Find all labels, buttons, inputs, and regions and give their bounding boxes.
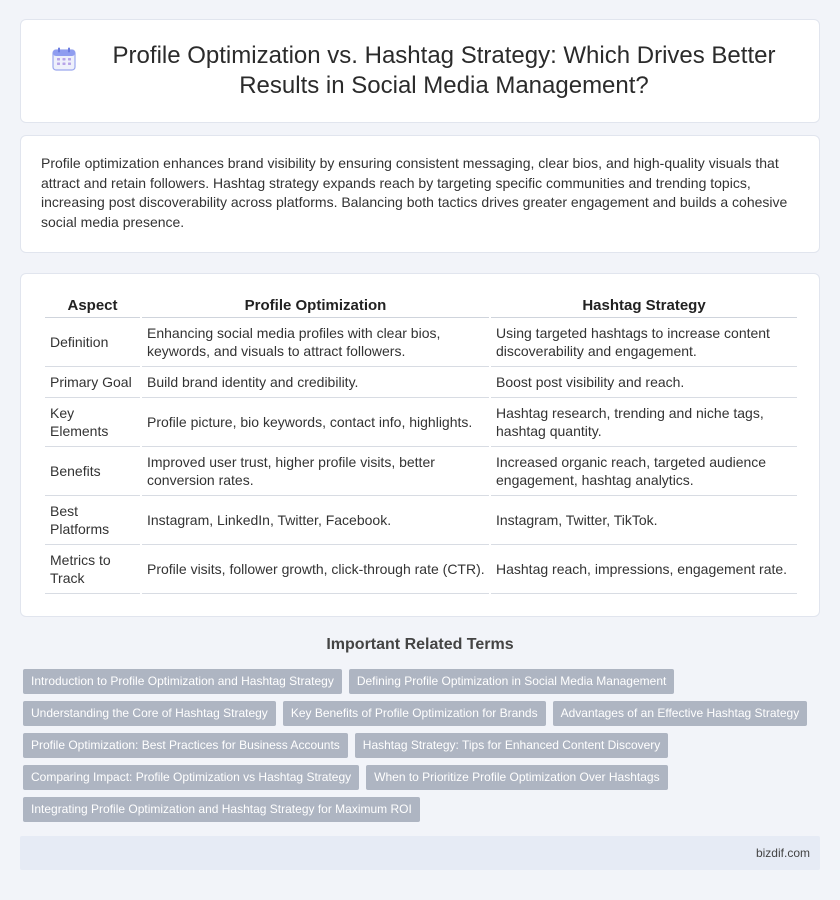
cell-hashtag: Boost post visibility and reach. xyxy=(491,367,797,398)
cell-profile: Enhancing social media profiles with clear bios, keywords, and visuals to attract followers. xyxy=(142,318,489,367)
cell-hashtag: Using targeted hashtags to increase content discoverability and engagement. xyxy=(491,318,797,367)
related-term-tag[interactable]: When to Prioritize Profile Optimization Over Hashtags xyxy=(366,765,667,790)
table-row xyxy=(45,367,797,398)
intro-card xyxy=(20,135,820,253)
related-terms-list xyxy=(23,669,823,829)
related-term-tag[interactable]: Hashtag Strategy: Tips for Enhanced Content Discovery xyxy=(355,733,669,758)
page-title: Profile Optimization vs. Hashtag Strategy: Which Drives Better Results in Social Media Management? xyxy=(112,42,776,99)
footer-site-link[interactable]: bizdif.com xyxy=(755,846,810,860)
cell-aspect: Primary Goal xyxy=(45,367,140,398)
table-header-row xyxy=(45,296,797,318)
related-term-tag[interactable]: Comparing Impact: Profile Optimization vs Hashtag Strategy xyxy=(23,765,359,790)
related-term-tag[interactable]: Introduction to Profile Optimization and Hashtag Strategy xyxy=(23,669,342,694)
related-term-tag[interactable]: Integrating Profile Optimization and Hashtag Strategy for Maximum ROI xyxy=(23,797,420,822)
cell-profile: Instagram, LinkedIn, Twitter, Facebook. xyxy=(142,496,489,545)
related-term-tag[interactable]: Defining Profile Optimization in Social Media Management xyxy=(349,669,675,694)
cell-profile: Profile picture, bio keywords, contact info, highlights. xyxy=(142,398,489,447)
header-hashtag-strategy: Hashtag Strategy xyxy=(491,296,797,318)
cell-profile: Improved user trust, higher profile visits, better conversion rates. xyxy=(142,447,489,496)
header-card xyxy=(20,19,820,123)
cell-profile: Build brand identity and credibility. xyxy=(142,367,489,398)
comparison-table xyxy=(43,296,799,594)
cell-profile: Profile visits, follower growth, click-through rate (CTR). xyxy=(142,545,489,594)
related-term-tag[interactable]: Key Benefits of Profile Optimization for Brands xyxy=(283,701,546,726)
cell-aspect: Best Platforms xyxy=(45,496,140,545)
comparison-table-card xyxy=(20,273,820,617)
footer xyxy=(20,836,820,870)
table-row xyxy=(45,447,797,496)
related-term-tag[interactable]: Understanding the Core of Hashtag Strategy xyxy=(23,701,276,726)
cell-hashtag: Increased organic reach, targeted audience engagement, hashtag analytics. xyxy=(491,447,797,496)
cell-aspect: Definition xyxy=(45,318,140,367)
table-row xyxy=(45,318,797,367)
header-profile-optimization: Profile Optimization xyxy=(142,296,489,318)
calendar-icon xyxy=(51,46,77,72)
cell-hashtag: Instagram, Twitter, TikTok. xyxy=(491,496,797,545)
table-row xyxy=(45,496,797,545)
cell-hashtag: Hashtag reach, impressions, engagement rate. xyxy=(491,545,797,594)
cell-aspect: Key Elements xyxy=(45,398,140,447)
header-aspect: Aspect xyxy=(45,296,140,318)
related-term-tag[interactable]: Advantages of an Effective Hashtag Strategy xyxy=(553,701,808,726)
intro-paragraph: Profile optimization enhances brand visibility by ensuring consistent messaging, clear bios, and high-quality visuals that attract and retain followers. Hashtag strategy expands reach by targeting specific communities and trending topics, increasing post discoverability across platforms. Balancing both tactics drives greater engagement and builds a cohesive social media presence. xyxy=(41,155,788,230)
table-row xyxy=(45,545,797,594)
table-row xyxy=(45,398,797,447)
cell-hashtag: Hashtag research, trending and niche tags, hashtag quantity. xyxy=(491,398,797,447)
cell-aspect: Benefits xyxy=(45,447,140,496)
cell-aspect: Metrics to Track xyxy=(45,545,140,594)
related-terms-heading: Important Related Terms xyxy=(326,636,514,653)
related-term-tag[interactable]: Profile Optimization: Best Practices for Business Accounts xyxy=(23,733,348,758)
